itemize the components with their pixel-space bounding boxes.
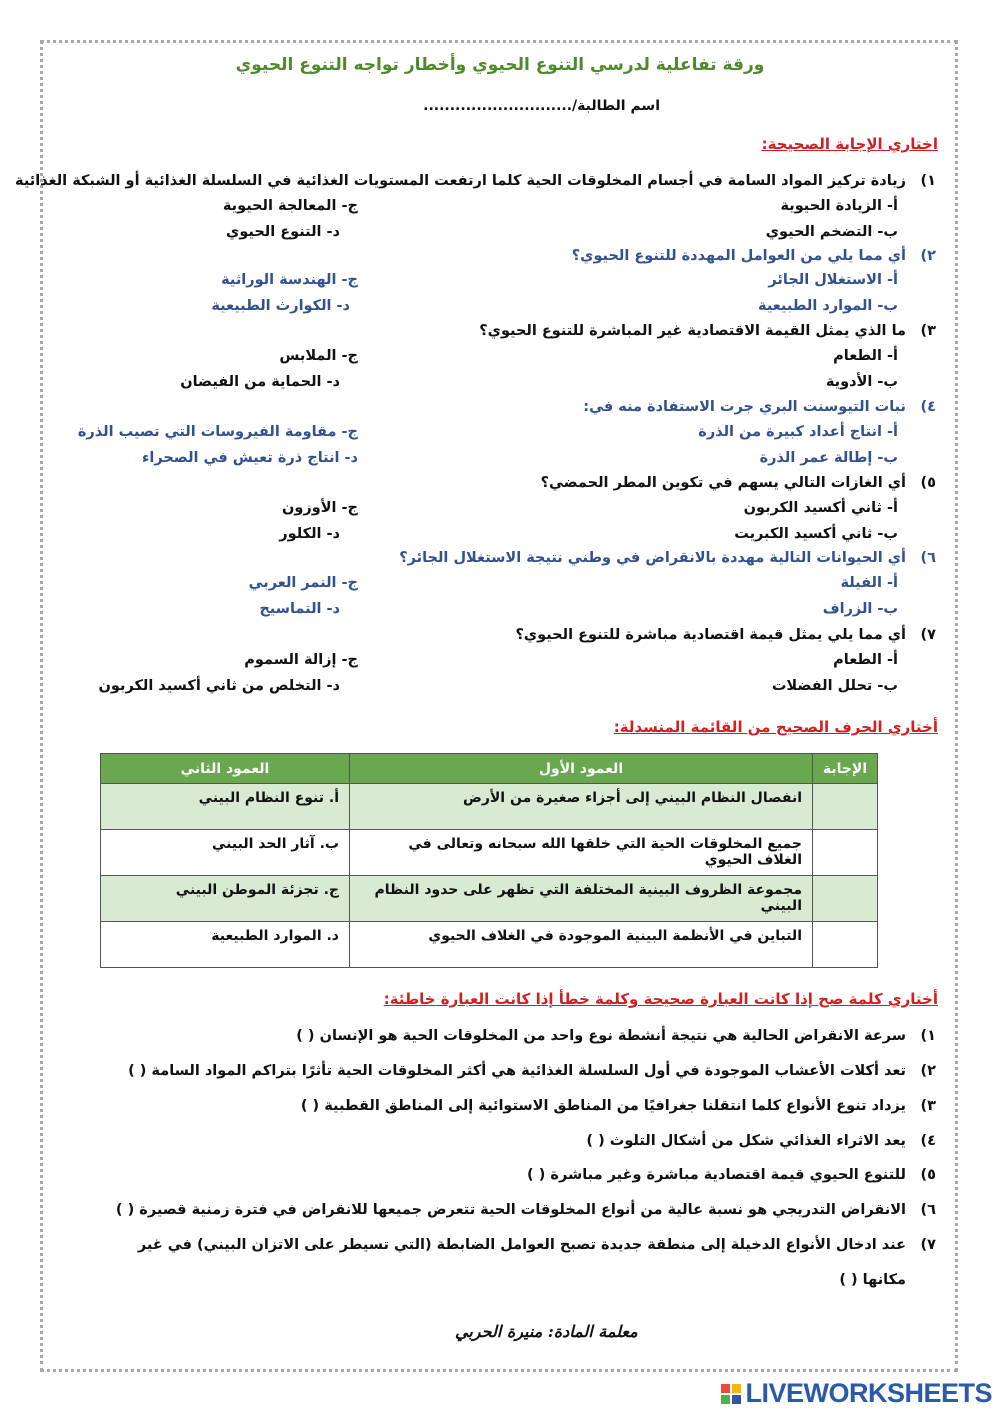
tf-item-4[interactable]: ٤)يعد الاثراء الغذائي شكل من أشكال التلوث ( ) [586,1133,936,1149]
column2-header: العمود الثاني [101,754,350,784]
question-3: ٣)ما الذي يمثل القيمة الاقتصادية غير المباشرة للتنوع الحيوي؟ [479,323,936,339]
q7-option-b[interactable]: ب- تحلل الفضلات [771,678,898,694]
q1-option-b[interactable]: ب- التضخم الحيوي [765,224,898,240]
q7-option-c[interactable]: ج- إزالة السموم [244,652,358,668]
q2-option-c[interactable]: ج- الهندسة الوراثية [221,272,358,288]
column2-cell: أ. تنوع النظام البيني [101,784,350,830]
q2-option-b[interactable]: ب- الموارد الطبيعية [758,298,898,314]
column1-cell: مجموعة الظروف البينية المختلفة التي تظهر على حدود النظام البيني [350,876,813,922]
table-row [101,876,878,922]
answer-dropdown[interactable] [813,784,878,830]
q5-option-b[interactable]: ب- ثاني أكسيد الكبريت [734,526,898,542]
column2-cell: ج. تجزئة الموطن البيني [101,876,350,922]
q6-option-c[interactable]: ج- النمر العربي [248,575,358,591]
q7-option-d[interactable]: د- التخلص من ثاني أكسيد الكربون [98,678,340,694]
tf-item-7[interactable]: ٧)عند ادخال الأنواع الدخيلة إلى منطقة جديدة تصبح العوامل الضابطة (التي تسيطر على الاتزان البيني) في غير [137,1237,936,1253]
table-row [101,784,878,830]
column1-cell: التباين في الأنظمة البينية الموجودة في الغلاف الحيوي [350,922,813,968]
column1-header: العمود الأول [350,754,813,784]
logo-icon [721,1384,741,1404]
column2-cell: ب. آثار الحد البيني [101,830,350,876]
question-4: ٤)نبات التيوسنت البري جرت الاستفادة منه في: [583,399,936,415]
question-5: ٥)أي الغازات التالي يسهم في تكوين المطر الحمضي؟ [540,475,936,491]
q2-option-a[interactable]: أ- الاستغلال الجائر [768,272,898,288]
q4-option-c[interactable]: ج- مقاومة الفيروسات التي تصيب الذرة [77,424,358,440]
q1-option-d[interactable]: د- التنوع الحيوي [226,224,340,240]
tf-item-3[interactable]: ٣)يزداد تنوع الأنواع كلما انتقلنا جغرافيًا من المناطق الاستوائية إلى المناطق القطبية ( ) [300,1098,936,1114]
q6-option-d[interactable]: د- التماسيح [259,601,340,617]
q2-option-d[interactable]: د- الكوارث الطبيعية [211,298,350,314]
table-row [101,830,878,876]
q3-option-d[interactable]: د- الحماية من الفيضان [180,374,340,390]
question-7: ٧)أي مما يلي يمثل قيمة اقتصادية مباشرة للتنوع الحيوي؟ [515,627,936,643]
q5-option-a[interactable]: أ- ثاني أكسيد الكربون [743,500,898,516]
answer-dropdown[interactable] [813,876,878,922]
q1-option-c[interactable]: ج- المعالجة الحيوية [222,198,358,214]
answer-dropdown[interactable] [813,830,878,876]
matching-table [100,753,878,968]
tf-item-6[interactable]: ٦)الانقراض التدريجي هو نسبة عالية من أنواع المخلوقات الحية تتعرض جميعها للانقراض في فترة زمنية قصيرة ( ) [115,1202,936,1218]
tf-item-7-cont[interactable]: مكانها ( ) [839,1272,906,1288]
answer-header: الإجابة [813,754,878,784]
teacher-signature: معلمة المادة: منيرة الحربي [455,1322,638,1341]
q3-option-c[interactable]: ج- الملابس [279,348,358,364]
table-row [101,922,878,968]
q4-option-a[interactable]: أ- انتاج أعداد كبيرة من الذرة [698,424,898,440]
answer-dropdown[interactable] [813,922,878,968]
q6-option-a[interactable]: أ- الفيلة [840,575,898,591]
q1-option-a[interactable]: أ- الزيادة الحيوية [780,198,898,214]
question-1: ١)زيادة تركيز المواد السامة في أجسام المخلوقات الحية كلما ارتفعت المستويات الغذائية في السلسلة الغذائية أو الشبكة الغذائية [15,173,936,189]
column1-cell: جميع المخلوقات الحية التي خلقها الله سبحانه وتعالى في الغلاف الحيوي [350,830,813,876]
liveworksheets-logo [721,1378,992,1409]
page-title: ورقة تفاعلية لدرسي التنوع الحيوي وأخطار تواجه التنوع الحيوي [235,55,765,75]
section3-heading: أختاري كلمة صح إذا كانت العبارة صحيحة وكلمة خطأ إذا كانت العبارة خاطئة: [383,990,938,1008]
column1-cell: انفصال النظام البيني إلى أجزاء صغيرة من الأرض [350,784,813,830]
question-6: ٦)أي الحيوانات التالية مهددة بالانقراض في وطني نتيجة الاستغلال الجائر؟ [399,550,936,566]
q6-option-b[interactable]: ب- الزراف [822,601,898,617]
tf-item-5[interactable]: ٥)للتنوع الحيوي قيمة اقتصادية مباشرة وغير مباشرة ( ) [527,1167,936,1183]
q3-option-a[interactable]: أ- الطعام [833,348,898,364]
q5-option-c[interactable]: ج- الأوزون [281,500,358,516]
q4-option-b[interactable]: ب- إطالة عمر الذرة [759,450,898,466]
q4-option-d[interactable]: د- انتاج ذرة تعيش في الصحراء [141,450,358,466]
q5-option-d[interactable]: د- الكلور [279,526,340,542]
q3-option-b[interactable]: ب- الأدوية [825,374,898,390]
question-2: ٢)أي مما يلي من العوامل المهددة للتنوع الحيوي؟ [571,248,936,264]
section2-heading: أختاري الحرف الصحيح من القائمة المنسدلة: [613,718,938,736]
section1-heading: اختاري الإجابة الصحيحة: [761,135,938,153]
tf-item-1[interactable]: ١)سرعة الانقراض الحالية هي نتيجة أنشطة نوع واحد من المخلوقات الحية هو الإنسان ( ) [296,1028,936,1044]
student-name-field[interactable]: اسم الطالبة/............................ [423,98,660,114]
tf-item-2[interactable]: ٢)تعد أكلات الأعشاب الموجودة في أول السلسلة الغذائية هي أكثر المخلوقات الحية تأثرًا بتراكم المواد السامة ( ) [128,1063,936,1079]
column2-cell: د. الموارد الطبيعية [101,922,350,968]
logo-text: LIVEWORKSHEETS [745,1378,992,1408]
q7-option-a[interactable]: أ- الطعام [833,652,898,668]
